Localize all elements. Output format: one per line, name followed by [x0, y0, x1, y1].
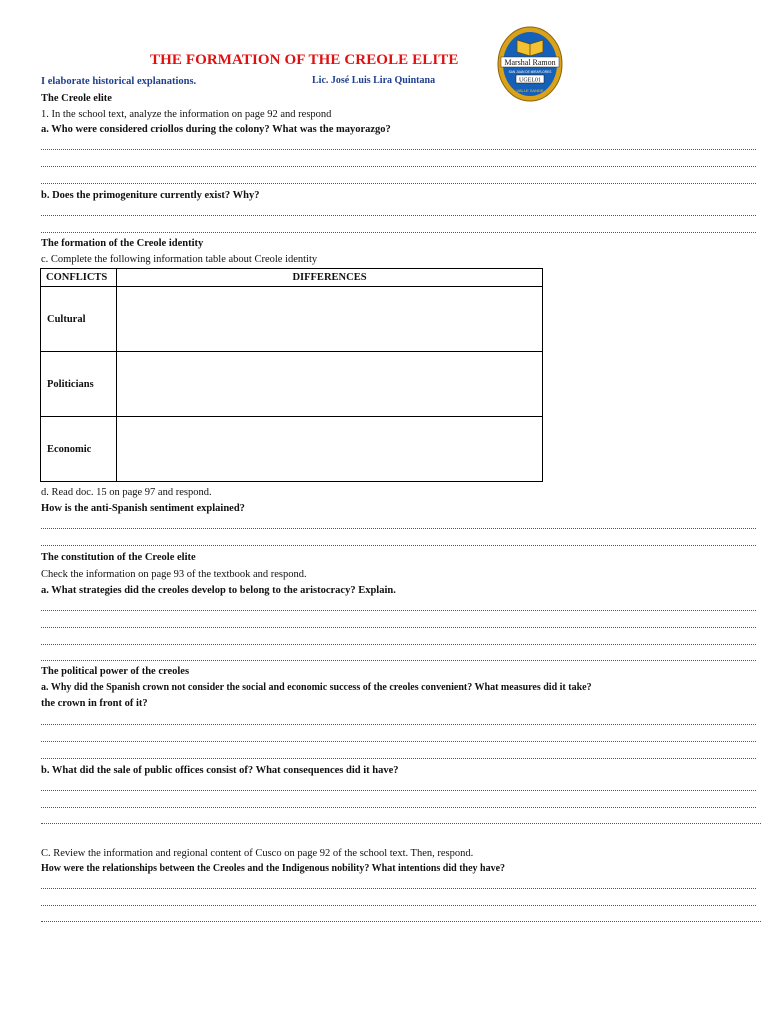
answer-line[interactable]: [41, 921, 761, 922]
instruction-d: d. Read doc. 15 on page 97 and respond.: [41, 487, 212, 498]
answer-line[interactable]: [41, 807, 756, 808]
question-d: How is the anti-Spanish sentiment explained?: [41, 503, 245, 514]
row-label-politicians: Politicians: [41, 352, 117, 417]
column-header-differences: DIFFERENCES: [117, 269, 543, 287]
question-1a: a. Who were considered criollos during the colony? What was the mayorazgo?: [41, 124, 391, 135]
logo-name: Marshal Ramon: [504, 58, 556, 67]
row-label-cultural: Cultural: [41, 287, 117, 352]
answer-line[interactable]: [41, 610, 756, 611]
table-cell-economic[interactable]: [117, 417, 543, 482]
instruction-3: Check the information on page 93 of the textbook and respond.: [41, 569, 307, 580]
table-cell-cultural[interactable]: [117, 287, 543, 352]
answer-line[interactable]: [41, 149, 756, 150]
school-logo: [497, 26, 563, 102]
question-c-cusco: How were the relationships between the Creoles and the Indigenous nobility? What intentions did they have?: [41, 863, 506, 874]
section-heading-creole-elite: The Creole elite: [41, 93, 112, 104]
row-label-economic: Economic: [41, 417, 117, 482]
answer-line[interactable]: [41, 758, 756, 759]
answer-line[interactable]: [41, 183, 756, 184]
answer-line[interactable]: [41, 660, 756, 661]
section-heading-creole-identity: The formation of the Creole identity: [41, 238, 204, 249]
instruction-c-cusco: C. Review the information and regional content of Cusco on page 92 of the school text. Then, respond.: [41, 848, 474, 859]
question-4a-cont: the crown in front of it?: [41, 698, 148, 709]
question-4b: b. What did the sale of public offices consist of? What consequences did it have?: [41, 765, 399, 776]
capacity-text: I elaborate historical explanations.: [41, 76, 197, 87]
logo-line2: SAN JUAN DE MIRAFLORES: [508, 70, 552, 74]
page-title: THE FORMATION OF THE CREOLE ELITE: [150, 52, 459, 68]
teacher-name: Lic. José Luis Lira Quintana: [312, 75, 436, 86]
section-heading-constitution: The constitution of the Creole elite: [41, 552, 196, 563]
answer-line[interactable]: [41, 790, 756, 791]
answer-line[interactable]: [41, 724, 756, 725]
answer-line[interactable]: [41, 741, 756, 742]
answer-line[interactable]: [41, 644, 756, 645]
creole-identity-table: [40, 268, 543, 482]
table-cell-politicians[interactable]: [117, 352, 543, 417]
answer-line[interactable]: [41, 528, 756, 529]
answer-line[interactable]: [41, 905, 756, 906]
answer-line[interactable]: [41, 545, 756, 546]
answer-line[interactable]: [41, 215, 756, 216]
logo-code: UGEL01: [519, 77, 541, 84]
logo-bottom: VALLE SANDE: [516, 88, 544, 93]
question-1b: b. Does the primogeniture currently exist? Why?: [41, 190, 260, 201]
answer-line[interactable]: [41, 888, 756, 889]
question-4a: a. Why did the Spanish crown not consider the social and economic success of the creoles convenient? What measures did it take?: [41, 682, 592, 693]
answer-line[interactable]: [41, 627, 756, 628]
section-heading-political-power: The political power of the creoles: [41, 666, 190, 677]
instruction-c: c. Complete the following information table about Creole identity: [41, 254, 318, 265]
question-3a: a. What strategies did the creoles develop to belong to the aristocracy? Explain.: [41, 585, 396, 596]
answer-line[interactable]: [41, 166, 756, 167]
answer-line[interactable]: [41, 232, 756, 233]
instruction-1: 1. In the school text, analyze the information on page 92 and respond: [41, 109, 332, 120]
answer-line[interactable]: [41, 823, 761, 824]
column-header-conflicts: CONFLICTS: [41, 269, 117, 287]
